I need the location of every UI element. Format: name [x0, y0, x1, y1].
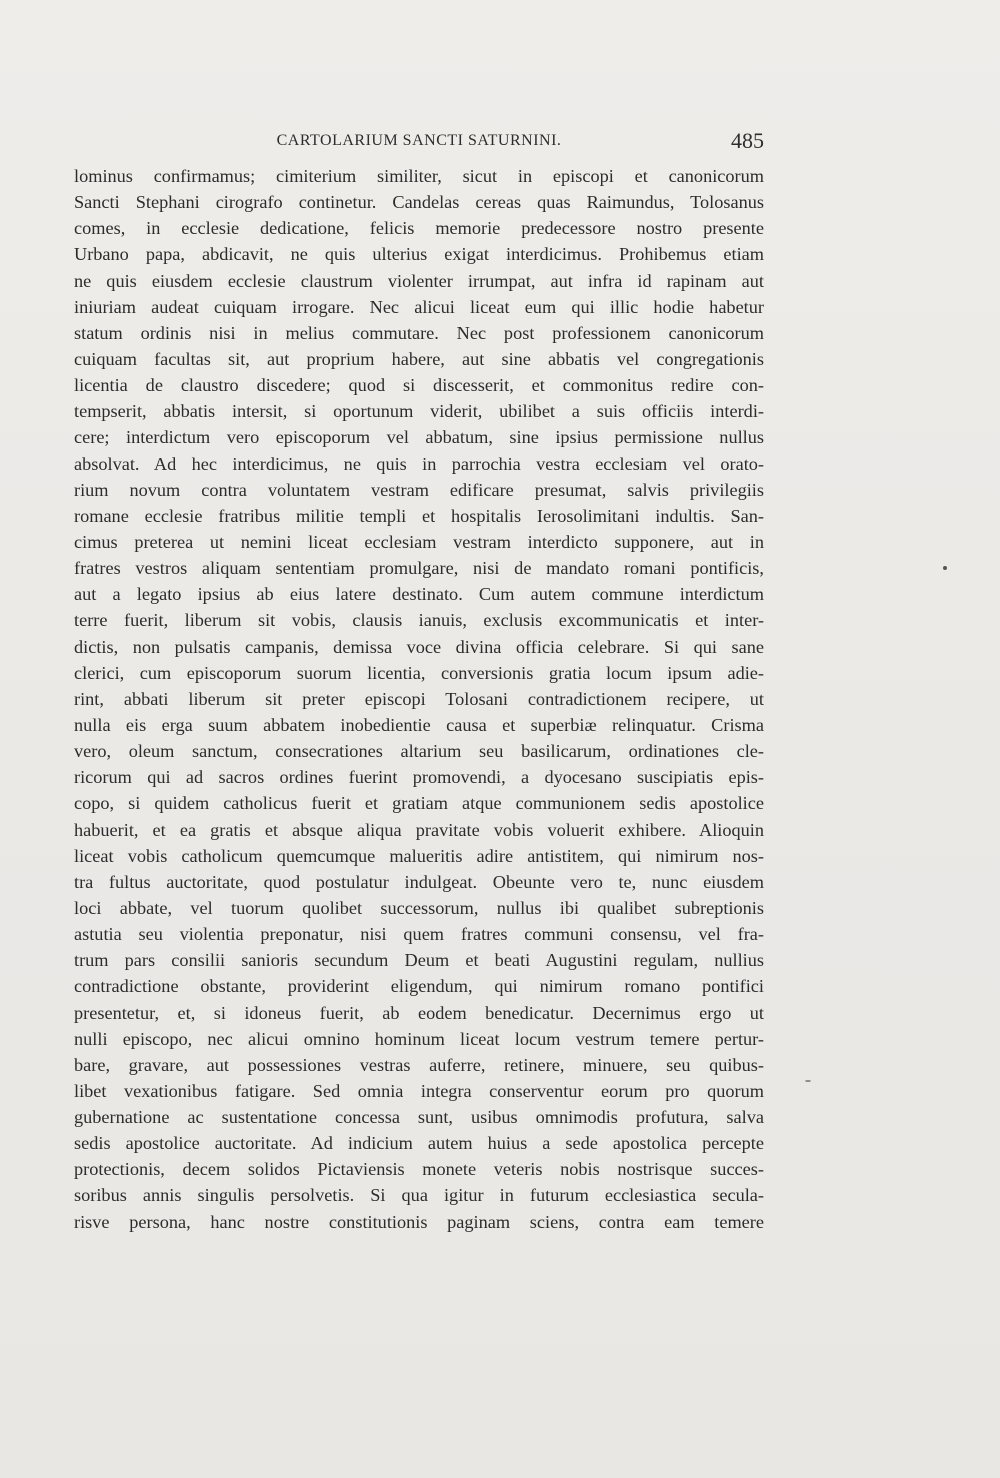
text-line: romane ecclesie fratribus militie templi et hospitalis Ierosolimitani indultis. San- [74, 505, 764, 526]
ink-speck [805, 1080, 811, 1082]
text-line: habuerit, et ea gratis et absque aliqua pravitate vobis voluerit exhibere. Alioquin [74, 819, 764, 840]
text-line: cimus preterea ut nemini liceat ecclesiam vestram interdicto supponere, aut in [74, 531, 764, 552]
text-line: absolvat. Ad hec interdicimus, ne quis in parrochia vestra ecclesiam vel orato- [74, 453, 764, 474]
text-line: terre fuerit, liberum sit vobis, clausis ianuis, exclusis excommunicatis et inter- [74, 610, 764, 631]
text-line: sedis apostolice auctoritate. Ad indicium autem huius a sede apostolica percepte [74, 1133, 764, 1154]
text-line: cuiquam facultas sit, aut proprium habere, aut sine abbatis vel congregationis [74, 348, 764, 369]
text-line: fratres vestros aliquam sententiam promulgare, nisi de mandato romani pontificis, [74, 558, 764, 579]
text-line: loci abbate, vel tuorum quolibet successorum, nullus ibi qualibet subreptionis [74, 897, 764, 918]
text-line: ne quis eiusdem ecclesie claustrum violenter irrumpat, aut infra id rapinam aut [74, 270, 764, 291]
text-line: soribus annis singulis persolvetis. Si qua igitur in futurum ecclesiastica secula- [74, 1185, 764, 1206]
running-title: CARTOLARIUM SANCTI SATURNINI. [276, 132, 562, 149]
body-text [74, 163, 764, 1235]
text-line: rint, abbati liberum sit preter episcopi Tolosani contradictionem recipere, ut [74, 688, 764, 709]
text-line: comes, in ecclesie dedicatione, felicis memorie predecessore nostro presente [74, 218, 764, 239]
running-head [74, 128, 764, 158]
text-line: clerici, cum episcoporum suorum licentia, conversionis gratia locum ipsum adie- [74, 662, 764, 683]
text-line: nulli episcopo, nec alicui omnino hominum liceat locum vestrum temere pertur- [74, 1028, 764, 1049]
text-line: dictis, non pulsatis campanis, demissa voce divina officia celebrare. Si qui sane [74, 636, 764, 657]
text-line: protectionis, decem solidos Pictaviensis monete veteris nobis nostrisque succes- [74, 1159, 764, 1180]
text-line: gubernatione ac sustentatione concessa sunt, usibus omnimodis profutura, salva [74, 1107, 764, 1128]
text-line: liceat vobis catholicum quemcumque malueritis adire antistitem, qui nimirum nos- [74, 845, 764, 866]
text-line: nulla eis erga suum abbatem inobedientie causa et superbiæ relinquatur. Crisma [74, 714, 764, 735]
text-line: tempserit, abbatis intersit, si oportunum viderit, ubilibet a suis officiis interdi- [74, 401, 764, 422]
text-line: trum pars consilii sanioris secundum Deum et beati Augustini regulam, nullius [74, 950, 764, 971]
text-line: copo, si quidem catholicus fuerit et gratiam atque communionem sedis apostolice [74, 793, 764, 814]
text-line: rium novum contra voluntatem vestram edificare presumat, salvis privilegiis [74, 479, 764, 500]
text-line: libet vexationibus fatigare. Sed omnia integra conserventur eorum pro quorum [74, 1080, 764, 1101]
ink-speck [943, 566, 947, 570]
text-line: astutia seu violentia preponatur, nisi quem fratres communi consensu, vel fra- [74, 924, 764, 945]
text-line: aut a legato ipsius ab eius latere destinato. Cum autem commune interdictum [74, 584, 764, 605]
text-line: contradictione obstante, providerint eligendum, qui nimirum romano pontifici [74, 976, 764, 997]
text-line: statum ordinis nisi in melius commutare. Nec post professionem canonicorum [74, 322, 764, 343]
text-line: risve persona, hanc nostre constitutionis paginam sciens, contra eam temere [74, 1211, 764, 1232]
page-number: 485 [731, 128, 764, 153]
text-line: ricorum qui ad sacros ordines fuerint promovendi, a dyocesano suscipiatis epis- [74, 767, 764, 788]
text-line: iniuriam audeat cuiquam irrogare. Nec alicui liceat eum qui illic hodie habetur [74, 296, 764, 317]
text-line: tra fultus auctoritate, quod postulatur indulgeat. Obeunte vero te, nunc eiusdem [74, 871, 764, 892]
text-line: presentetur, et, si idoneus fuerit, ab eodem benedicatur. Decernimus ergo ut [74, 1002, 764, 1023]
text-line: Sancti Stephani cirografo continetur. Candelas cereas quas Raimundus, Tolosanus [74, 192, 764, 213]
text-line: vero, oleum sanctum, consecrationes altarium seu basilicarum, ordinationes cle- [74, 741, 764, 762]
text-line: licentia de claustro discedere; quod si discesserit, et commonitus redire con- [74, 375, 764, 396]
text-line: Urbano papa, abdicavit, ne quis ulterius exigat interdicimus. Prohibemus etiam [74, 244, 764, 265]
text-line: cere; interdictum vero episcoporum vel abbatum, sine ipsius permissione nullus [74, 427, 764, 448]
text-line: lominus confirmamus; cimiterium similiter, sicut in episcopi et canonicorum [74, 166, 764, 186]
text-line: bare, gravare, aut possessiones vestras auferre, retinere, minuere, seu quibus- [74, 1054, 764, 1075]
